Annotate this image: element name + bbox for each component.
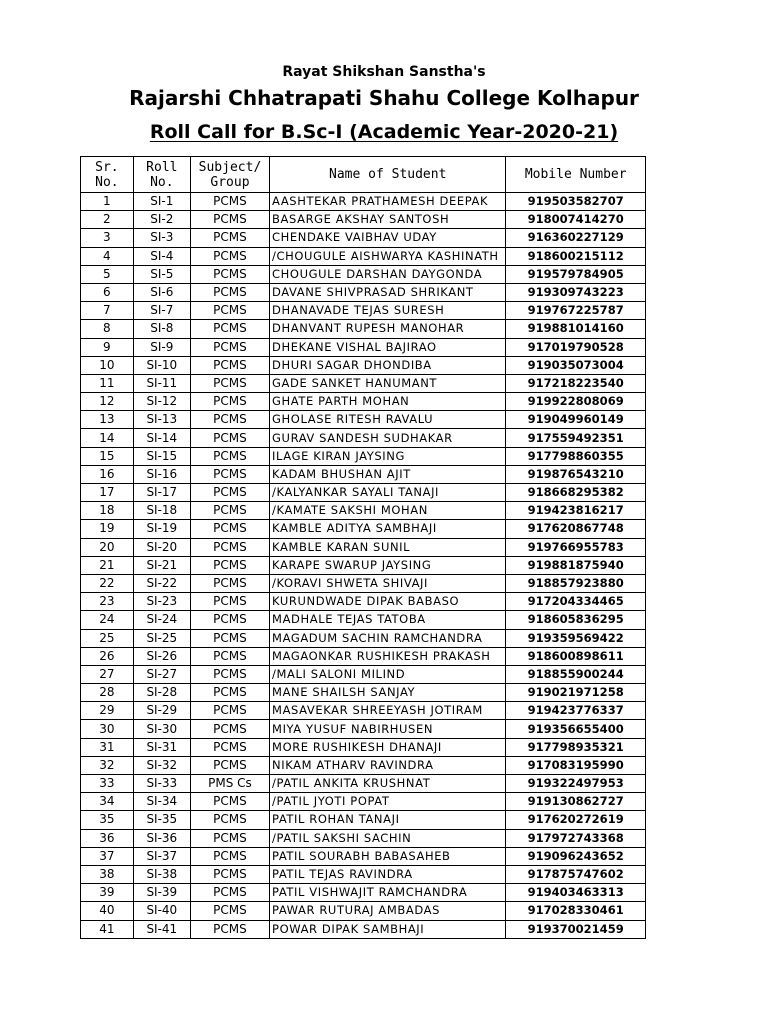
roll-no-cell: SI-41 xyxy=(133,920,190,938)
mobile-number-cell: 919356655400 xyxy=(506,720,646,738)
student-name-cell: DHEKANE VISHAL BAJIRAO xyxy=(270,338,506,356)
sr-no-cell: 14 xyxy=(81,429,134,447)
subject-cell: PCMS xyxy=(190,393,269,411)
sr-no-cell: 16 xyxy=(81,465,134,483)
table-row xyxy=(81,647,646,665)
subject-cell: PCMS xyxy=(190,811,269,829)
student-name-cell: /PATIL ANKITA KRUSHNAT xyxy=(270,775,506,793)
mobile-number-cell: 919359569422 xyxy=(506,629,646,647)
student-name-cell: DHURI SAGAR DHONDIBA xyxy=(270,356,506,374)
student-name-cell: /MALI SALONI MILIND xyxy=(270,665,506,683)
subject-cell: PCMS xyxy=(190,302,269,320)
mobile-number-cell: 919876543210 xyxy=(506,465,646,483)
table-row xyxy=(81,247,646,265)
sr-no-cell: 35 xyxy=(81,811,134,829)
sr-no-cell: 6 xyxy=(81,283,134,301)
table-row xyxy=(81,193,646,211)
roll-no-cell: SI-5 xyxy=(133,265,190,283)
student-name-cell: PATIL VISHWAJIT RAMCHANDRA xyxy=(270,884,506,902)
sr-no-cell: 22 xyxy=(81,574,134,592)
roll-no-cell: SI-26 xyxy=(133,647,190,665)
mobile-number-cell: 917218223540 xyxy=(506,374,646,392)
student-name-cell: MAGAONKAR RUSHIKESH PRAKASH xyxy=(270,647,506,665)
mobile-number-cell: 919423776337 xyxy=(506,702,646,720)
table-header-row xyxy=(81,157,646,193)
organization-name: Rayat Shikshan Sanstha's xyxy=(282,64,486,80)
roll-no-cell: SI-9 xyxy=(133,338,190,356)
mobile-number-cell: 917798935321 xyxy=(506,738,646,756)
roll-no-cell: SI-30 xyxy=(133,720,190,738)
subject-cell: PCMS xyxy=(190,465,269,483)
student-name-cell: PATIL ROHAN TANAJI xyxy=(270,811,506,829)
subject-cell: PCMS xyxy=(190,756,269,774)
student-name-cell: GHOLASE RITESH RAVALU xyxy=(270,411,506,429)
roll-no-cell: SI-34 xyxy=(133,793,190,811)
subject-cell: PCMS xyxy=(190,684,269,702)
subject-cell: PCMS xyxy=(190,720,269,738)
roll-no-cell: SI-2 xyxy=(133,211,190,229)
sr-no-cell: 36 xyxy=(81,829,134,847)
table-row xyxy=(81,884,646,902)
mobile-number-cell: 918668295382 xyxy=(506,484,646,502)
sr-no-cell: 30 xyxy=(81,720,134,738)
table-row xyxy=(81,211,646,229)
sr-no-cell: 7 xyxy=(81,302,134,320)
mobile-number-cell: 917875747602 xyxy=(506,865,646,883)
roll-no-cell: SI-17 xyxy=(133,484,190,502)
mobile-number-cell: 919096243652 xyxy=(506,847,646,865)
roll-no-cell: SI-20 xyxy=(133,538,190,556)
mobile-number-cell: 917559492351 xyxy=(506,429,646,447)
student-name-cell: KARAPE SWARUP JAYSING xyxy=(270,556,506,574)
table-row xyxy=(81,283,646,301)
sr-no-cell: 2 xyxy=(81,211,134,229)
subject-cell: PCMS xyxy=(190,702,269,720)
mobile-number-cell: 919322497953 xyxy=(506,775,646,793)
mobile-number-cell: 919767225787 xyxy=(506,302,646,320)
table-row xyxy=(81,720,646,738)
student-name-cell: POWAR DIPAK SAMBHAJI xyxy=(270,920,506,938)
student-name-cell: KAMBLE ADITYA SAMBHAJI xyxy=(270,520,506,538)
table-row xyxy=(81,465,646,483)
mobile-number-cell: 919021971258 xyxy=(506,684,646,702)
sr-no-cell: 19 xyxy=(81,520,134,538)
roll-no-cell: SI-24 xyxy=(133,611,190,629)
roll-no-cell: SI-36 xyxy=(133,829,190,847)
sr-no-cell: 34 xyxy=(81,793,134,811)
sr-no-cell: 21 xyxy=(81,556,134,574)
mobile-number-cell: 917083195990 xyxy=(506,756,646,774)
student-name-cell: MAGADUM SACHIN RAMCHANDRA xyxy=(270,629,506,647)
sr-no-cell: 29 xyxy=(81,702,134,720)
student-name-cell: PATIL SOURABH BABASAHEB xyxy=(270,847,506,865)
table-row xyxy=(81,775,646,793)
subject-cell: PCMS xyxy=(190,247,269,265)
table-row xyxy=(81,684,646,702)
sr-no-cell: 25 xyxy=(81,629,134,647)
subject-cell: PCMS xyxy=(190,920,269,938)
table-row xyxy=(81,393,646,411)
sr-no-cell: 31 xyxy=(81,738,134,756)
mobile-number-cell: 917972743368 xyxy=(506,829,646,847)
roll-call-title: Roll Call for B.Sc-I (Academic Year-2020-21) xyxy=(149,121,619,143)
student-name-cell: NIKAM ATHARV RAVINDRA xyxy=(270,756,506,774)
roll-no-cell: SI-35 xyxy=(133,811,190,829)
sr-no-cell: 28 xyxy=(81,684,134,702)
table-row xyxy=(81,665,646,683)
mobile-number-cell: 919766955783 xyxy=(506,538,646,556)
subject-cell: PCMS xyxy=(190,665,269,683)
table-row xyxy=(81,702,646,720)
subject-cell: PCMS xyxy=(190,902,269,920)
sr-no-cell: 9 xyxy=(81,338,134,356)
mobile-number-cell: 919403463313 xyxy=(506,884,646,902)
roll-no-cell: SI-37 xyxy=(133,847,190,865)
student-name-cell: MASAVEKAR SHREEYASH JOTIRAM xyxy=(270,702,506,720)
subject-cell: PCMS xyxy=(190,593,269,611)
mobile-number-cell: 916360227129 xyxy=(506,229,646,247)
subject-cell: PCMS xyxy=(190,411,269,429)
mobile-number-cell: 917798860355 xyxy=(506,447,646,465)
mobile-number-cell: 917019790528 xyxy=(506,338,646,356)
mobile-number-cell: 919922808069 xyxy=(506,393,646,411)
mobile-number-cell: 917620272619 xyxy=(506,811,646,829)
roll-no-cell: SI-22 xyxy=(133,574,190,592)
roll-no-cell: SI-18 xyxy=(133,502,190,520)
student-name-cell: GURAV SANDESH SUDHAKAR xyxy=(270,429,506,447)
sr-no-cell: 18 xyxy=(81,502,134,520)
roll-no-cell: SI-13 xyxy=(133,411,190,429)
subject-cell: PCMS xyxy=(190,429,269,447)
sr-no-cell: 23 xyxy=(81,593,134,611)
subject-cell: PCMS xyxy=(190,502,269,520)
table-row xyxy=(81,429,646,447)
table-row xyxy=(81,411,646,429)
column-header-sr-no: Sr. No. xyxy=(81,157,134,193)
roll-no-cell: SI-39 xyxy=(133,884,190,902)
student-name-cell: PATIL TEJAS RAVINDRA xyxy=(270,865,506,883)
mobile-number-cell: 919579784905 xyxy=(506,265,646,283)
student-name-cell: MORE RUSHIKESH DHANAJI xyxy=(270,738,506,756)
sr-no-cell: 20 xyxy=(81,538,134,556)
sr-no-cell: 5 xyxy=(81,265,134,283)
table-row xyxy=(81,520,646,538)
subject-cell: PCMS xyxy=(190,447,269,465)
column-header-subject: Subject/ Group xyxy=(190,157,269,193)
mobile-number-cell: 919503582707 xyxy=(506,193,646,211)
roll-no-cell: SI-15 xyxy=(133,447,190,465)
mobile-number-cell: 918855900244 xyxy=(506,665,646,683)
sr-no-cell: 13 xyxy=(81,411,134,429)
sr-no-cell: 1 xyxy=(81,193,134,211)
subject-cell: PCMS xyxy=(190,865,269,883)
roll-no-cell: SI-4 xyxy=(133,247,190,265)
document-header xyxy=(0,62,768,146)
roll-no-cell: SI-14 xyxy=(133,429,190,447)
table-row xyxy=(81,829,646,847)
table-row xyxy=(81,756,646,774)
mobile-number-cell: 918007414270 xyxy=(506,211,646,229)
roll-no-cell: SI-21 xyxy=(133,556,190,574)
mobile-number-cell: 919130862727 xyxy=(506,793,646,811)
roll-no-cell: SI-1 xyxy=(133,193,190,211)
table-body xyxy=(81,193,646,939)
student-name-cell: /KALYANKAR SAYALI TANAJI xyxy=(270,484,506,502)
mobile-number-cell: 918605836295 xyxy=(506,611,646,629)
table-row xyxy=(81,902,646,920)
subject-cell: PMS Cs xyxy=(190,775,269,793)
roll-no-cell: SI-6 xyxy=(133,283,190,301)
student-name-cell: /PATIL JYOTI POPAT xyxy=(270,793,506,811)
column-header-roll-no: Roll No. xyxy=(133,157,190,193)
mobile-number-cell: 919049960149 xyxy=(506,411,646,429)
student-name-cell: /PATIL SAKSHI SACHIN xyxy=(270,829,506,847)
roll-no-cell: SI-19 xyxy=(133,520,190,538)
subject-cell: PCMS xyxy=(190,538,269,556)
student-name-cell: MANE SHAILSH SANJAY xyxy=(270,684,506,702)
subject-cell: PCMS xyxy=(190,738,269,756)
sr-no-cell: 24 xyxy=(81,611,134,629)
table-row xyxy=(81,865,646,883)
mobile-number-cell: 917204334465 xyxy=(506,593,646,611)
mobile-number-cell: 919309743223 xyxy=(506,283,646,301)
sr-no-cell: 40 xyxy=(81,902,134,920)
subject-cell: PCMS xyxy=(190,829,269,847)
roll-no-cell: SI-25 xyxy=(133,629,190,647)
table-row xyxy=(81,302,646,320)
roll-no-cell: SI-38 xyxy=(133,865,190,883)
roll-no-cell: SI-16 xyxy=(133,465,190,483)
table-row xyxy=(81,356,646,374)
table-row xyxy=(81,484,646,502)
student-name-cell: /KAMATE SAKSHI MOHAN xyxy=(270,502,506,520)
student-name-cell: DHANAVADE TEJAS SURESH xyxy=(270,302,506,320)
roll-no-cell: SI-40 xyxy=(133,902,190,920)
roll-no-cell: SI-28 xyxy=(133,684,190,702)
sr-no-cell: 26 xyxy=(81,647,134,665)
subject-cell: PCMS xyxy=(190,884,269,902)
subject-cell: PCMS xyxy=(190,338,269,356)
college-name: Rajarshi Chhatrapati Shahu College Kolhapur xyxy=(129,86,639,110)
student-name-cell: GHATE PARTH MOHAN xyxy=(270,393,506,411)
table-row xyxy=(81,920,646,938)
table-row xyxy=(81,738,646,756)
table-row xyxy=(81,847,646,865)
roll-no-cell: SI-27 xyxy=(133,665,190,683)
subject-cell: PCMS xyxy=(190,320,269,338)
table-row xyxy=(81,338,646,356)
roll-no-cell: SI-8 xyxy=(133,320,190,338)
mobile-number-cell: 919035073004 xyxy=(506,356,646,374)
sr-no-cell: 15 xyxy=(81,447,134,465)
sr-no-cell: 41 xyxy=(81,920,134,938)
subject-cell: PCMS xyxy=(190,374,269,392)
roll-no-cell: SI-23 xyxy=(133,593,190,611)
roll-no-cell: SI-32 xyxy=(133,756,190,774)
student-name-cell: PAWAR RUTURAJ AMBADAS xyxy=(270,902,506,920)
subject-cell: PCMS xyxy=(190,193,269,211)
roll-call-table xyxy=(80,156,646,939)
table-row xyxy=(81,502,646,520)
subject-cell: PCMS xyxy=(190,520,269,538)
subject-cell: PCMS xyxy=(190,629,269,647)
sr-no-cell: 17 xyxy=(81,484,134,502)
column-header-name: Name of Student xyxy=(270,157,506,193)
roll-no-cell: SI-29 xyxy=(133,702,190,720)
mobile-number-cell: 917028330461 xyxy=(506,902,646,920)
student-name-cell: GADE SANKET HANUMANT xyxy=(270,374,506,392)
subject-cell: PCMS xyxy=(190,574,269,592)
student-name-cell: MADHALE TEJAS TATOBA xyxy=(270,611,506,629)
roll-no-cell: SI-7 xyxy=(133,302,190,320)
table-row xyxy=(81,611,646,629)
sr-no-cell: 4 xyxy=(81,247,134,265)
student-name-cell: AASHTEKAR PRATHAMESH DEEPAK xyxy=(270,193,506,211)
sr-no-cell: 33 xyxy=(81,775,134,793)
student-name-cell: DAVANE SHIVPRASAD SHRIKANT xyxy=(270,283,506,301)
subject-cell: PCMS xyxy=(190,229,269,247)
roll-no-cell: SI-12 xyxy=(133,393,190,411)
subject-cell: PCMS xyxy=(190,356,269,374)
mobile-number-cell: 918600898611 xyxy=(506,647,646,665)
table-row xyxy=(81,229,646,247)
sr-no-cell: 3 xyxy=(81,229,134,247)
table-row xyxy=(81,265,646,283)
student-name-cell: CHOUGULE DARSHAN DAYGONDA xyxy=(270,265,506,283)
table-row xyxy=(81,556,646,574)
mobile-number-cell: 919370021459 xyxy=(506,920,646,938)
table-row xyxy=(81,374,646,392)
subject-cell: PCMS xyxy=(190,793,269,811)
roll-no-cell: SI-33 xyxy=(133,775,190,793)
sr-no-cell: 37 xyxy=(81,847,134,865)
subject-cell: PCMS xyxy=(190,265,269,283)
student-name-cell: /CHOUGULE AISHWARYA KASHINATH xyxy=(270,247,506,265)
student-name-cell: KAMBLE KARAN SUNIL xyxy=(270,538,506,556)
sr-no-cell: 39 xyxy=(81,884,134,902)
sr-no-cell: 11 xyxy=(81,374,134,392)
mobile-number-cell: 919423816217 xyxy=(506,502,646,520)
roll-no-cell: SI-11 xyxy=(133,374,190,392)
sr-no-cell: 12 xyxy=(81,393,134,411)
table-row xyxy=(81,320,646,338)
subject-cell: PCMS xyxy=(190,211,269,229)
student-name-cell: DHANVANT RUPESH MANOHAR xyxy=(270,320,506,338)
sr-no-cell: 27 xyxy=(81,665,134,683)
subject-cell: PCMS xyxy=(190,283,269,301)
sr-no-cell: 8 xyxy=(81,320,134,338)
student-name-cell: CHENDAKE VAIBHAV UDAY xyxy=(270,229,506,247)
subject-cell: PCMS xyxy=(190,647,269,665)
sr-no-cell: 10 xyxy=(81,356,134,374)
sr-no-cell: 32 xyxy=(81,756,134,774)
table-row xyxy=(81,793,646,811)
subject-cell: PCMS xyxy=(190,611,269,629)
roll-no-cell: SI-10 xyxy=(133,356,190,374)
student-name-cell: ILAGE KIRAN JAYSING xyxy=(270,447,506,465)
table-row xyxy=(81,811,646,829)
roll-no-cell: SI-3 xyxy=(133,229,190,247)
table-row xyxy=(81,629,646,647)
table-row xyxy=(81,574,646,592)
mobile-number-cell: 919881014160 xyxy=(506,320,646,338)
student-name-cell: KADAM BHUSHAN AJIT xyxy=(270,465,506,483)
student-name-cell: KURUNDWADE DIPAK BABASO xyxy=(270,593,506,611)
subject-cell: PCMS xyxy=(190,484,269,502)
column-header-mobile: Mobile Number xyxy=(506,157,646,193)
student-name-cell: MIYA YUSUF NABIRHUSEN xyxy=(270,720,506,738)
mobile-number-cell: 919881875940 xyxy=(506,556,646,574)
mobile-number-cell: 918600215112 xyxy=(506,247,646,265)
mobile-number-cell: 917620867748 xyxy=(506,520,646,538)
table-row xyxy=(81,447,646,465)
sr-no-cell: 38 xyxy=(81,865,134,883)
student-name-cell: /KORAVI SHWETA SHIVAJI xyxy=(270,574,506,592)
mobile-number-cell: 918857923880 xyxy=(506,574,646,592)
student-name-cell: BASARGE AKSHAY SANTOSH xyxy=(270,211,506,229)
table-row xyxy=(81,538,646,556)
table-row xyxy=(81,593,646,611)
roll-no-cell: SI-31 xyxy=(133,738,190,756)
subject-cell: PCMS xyxy=(190,847,269,865)
subject-cell: PCMS xyxy=(190,556,269,574)
